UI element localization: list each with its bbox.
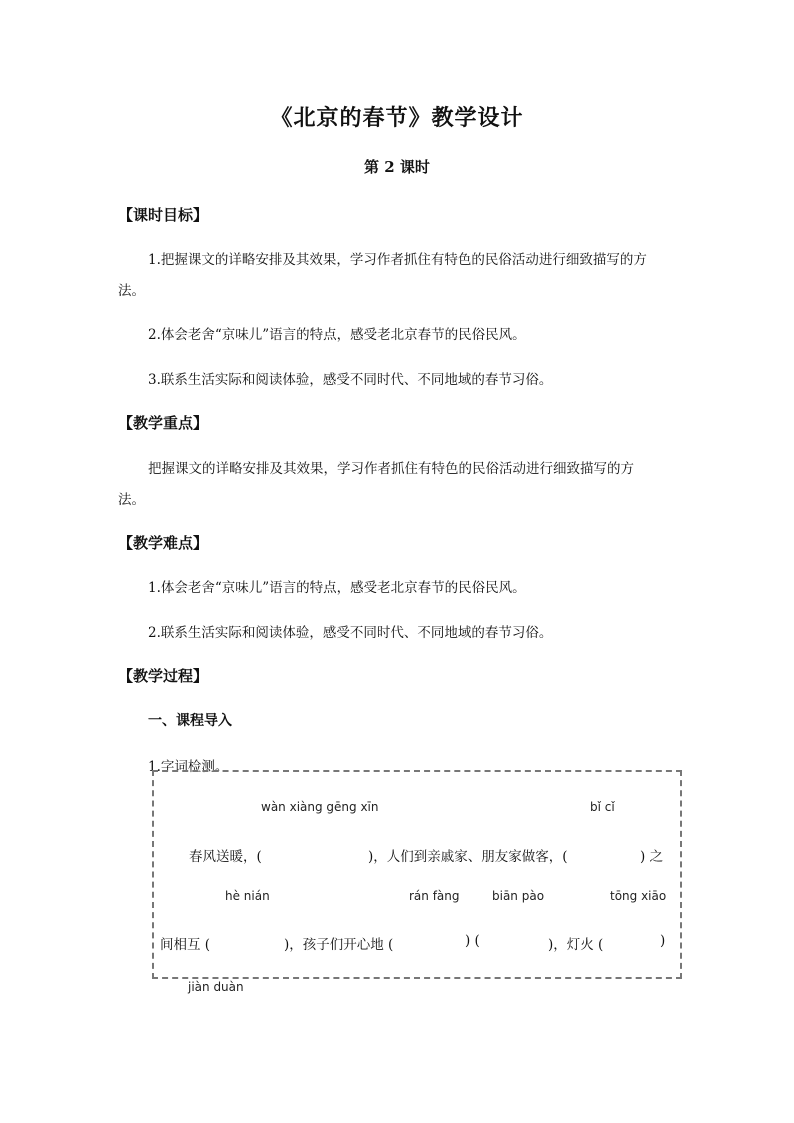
- sentence-1-part-3: ) 之: [640, 849, 664, 865]
- sentence-1-part-1: 春风送暖，(: [189, 849, 262, 865]
- goal-item-1-line-2: 法。: [118, 283, 145, 299]
- sentence-2-part-5: ): [660, 933, 666, 949]
- document-title: 《北京的春节》教学设计: [270, 105, 524, 131]
- difficulty-item-2: 2.联系生活实际和阅读体验，感受不同时代、不同地域的春节习俗。: [148, 625, 553, 641]
- pinyin-wanxianggengxin: wàn xiàng gēng xīn: [261, 800, 379, 814]
- process-step-1: 1.字词检测。: [148, 759, 229, 775]
- goal-item-1-line-1: 1.把握课文的详略安排及其效果，学习作者抓住有特色的民俗活动进行细致描写的方: [148, 252, 647, 268]
- goals-heading: 【课时目标】: [118, 206, 209, 224]
- pinyin-bici: bǐ cǐ: [590, 800, 615, 814]
- sentence-2-part-1: 间相互 (: [160, 937, 211, 953]
- pinyin-bianpao: biān pào: [492, 889, 545, 903]
- sentence-2-part-4: )，灯火 (: [548, 937, 604, 953]
- key-points-line-2: 法。: [118, 492, 145, 508]
- difficulties-heading: 【教学难点】: [118, 534, 209, 552]
- pinyin-henian: hè nián: [225, 889, 270, 903]
- process-subheading: 一、课程导入: [148, 713, 232, 729]
- key-points-heading: 【教学重点】: [118, 414, 209, 432]
- key-points-line-1: 把握课文的详略安排及其效果，学习作者抓住有特色的民俗活动进行细致描写的方: [148, 461, 634, 477]
- goal-item-2: 2.体会老舍“京味儿”语言的特点，感受老北京春节的民俗民风。: [148, 327, 526, 343]
- sentence-2-part-3: ) (: [465, 933, 480, 949]
- goal-item-3: 3.联系生活实际和阅读体验，感受不同时代、不同地域的春节习俗。: [148, 372, 553, 388]
- process-heading: 【教学过程】: [118, 667, 209, 685]
- sentence-1-part-2: )，人们到亲戚家、朋友家做客，(: [368, 849, 568, 865]
- pinyin-jianduan: jiàn duàn: [188, 980, 244, 994]
- pinyin-ranfang: rán fàng: [409, 889, 460, 903]
- lesson-number: 第 2 课时: [364, 158, 430, 176]
- pinyin-tongxiao: tōng xiāo: [610, 889, 667, 903]
- difficulty-item-1: 1.体会老舍“京味儿”语言的特点，感受老北京春节的民俗民风。: [148, 580, 526, 596]
- sentence-2-part-2: )，孩子们开心地 (: [284, 937, 394, 953]
